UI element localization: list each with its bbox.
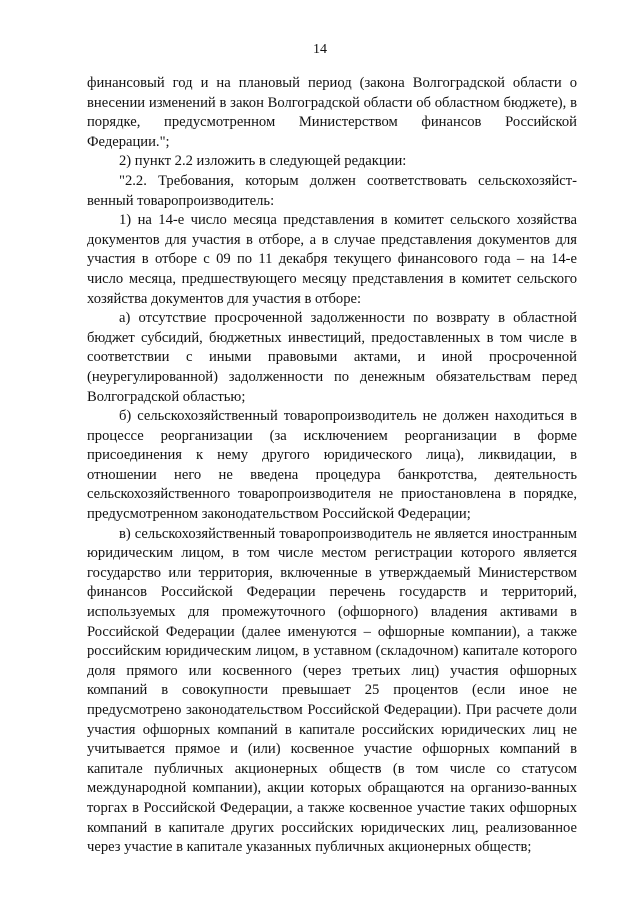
- paragraph: 2) пункт 2.2 изложить в следующей редакции:: [119, 153, 407, 170]
- paragraph: "2.2. Требования, которым должен соответствовать сельскохозяйст-венный товаропроизводитель:: [87, 172, 577, 209]
- paragraph: а) отсутствие просроченной задолженности по возврату в областной бюджет субсидий, бюджетных инвестиций, предоставленных в том числе в соответствии с иными правовыми актами, и иной просроченной (неурегулированной) задолженности по денежным обязательствам перед Волгоградской областью;: [87, 310, 577, 405]
- paragraph: в) сельскохозяйственный товаропроизводитель не является иностранным юридическим лицом, в том числе местом регистрации которого является государство или территория, включенные в утверждаемый Министерством финансов Российской Федерации перечень государств и территорий, используемых для промежуточного (офшорного) владения активами в Российской Федерации (далее именуются – офшорные компании), а также российским юридическим лицом, в уставном (складочном) капитале которого доля прямого или косвенного (через третьих лиц) участия офшорных компаний в совокупности превышает 25 процентов (если иное не предусмотрено законодательством Российской Федерации). При расчете доли участия офшорных компаний в капитале российских юридических лиц не учитывается прямое и (или) косвенное участие офшорных компаний в капитале публичных акционерных обществ (в том числе со статусом международной компании), акции которых обращаются на организо-ванных торгах в Российской Федерации, а также косвенное участие таких офшорных компаний в капитале других российских юридических лиц, реализованное через участие в капитале указанных публичных акционерных обществ;: [87, 525, 577, 856]
- paragraph: б) сельскохозяйственный товаропроизводитель не должен находиться в процессе реорганизации (за исключением реорганизации в форме присоединения к нему другого юридического лица), ликвидации, в отношении него не введена процедура банкротства, деятельность сельскохозяйственного товаропроизводителя не приостановлена в порядке, предусмотренном законодательством Российской Федерации;: [87, 408, 577, 523]
- paragraph: 1) на 14-е число месяца представления в комитет сельского хозяйства документов для участия в отборе, а в случае представления документов для участия в отборе с 09 по 11 декабря текущего финансового года – на 14-е число месяца, предшествующего месяцу представления в комитет сельского хозяйства документов для участия в отборе:: [87, 212, 577, 307]
- page-number: 14: [313, 42, 327, 57]
- document-body: [87, 74, 577, 858]
- paragraph: финансовый год и на плановый период (закона Волгоградской области о внесении изменений в закон Волгоградской области об областном бюджете), в порядке, предусмотренном Министерством финансов Российской Федерации.";: [87, 75, 577, 150]
